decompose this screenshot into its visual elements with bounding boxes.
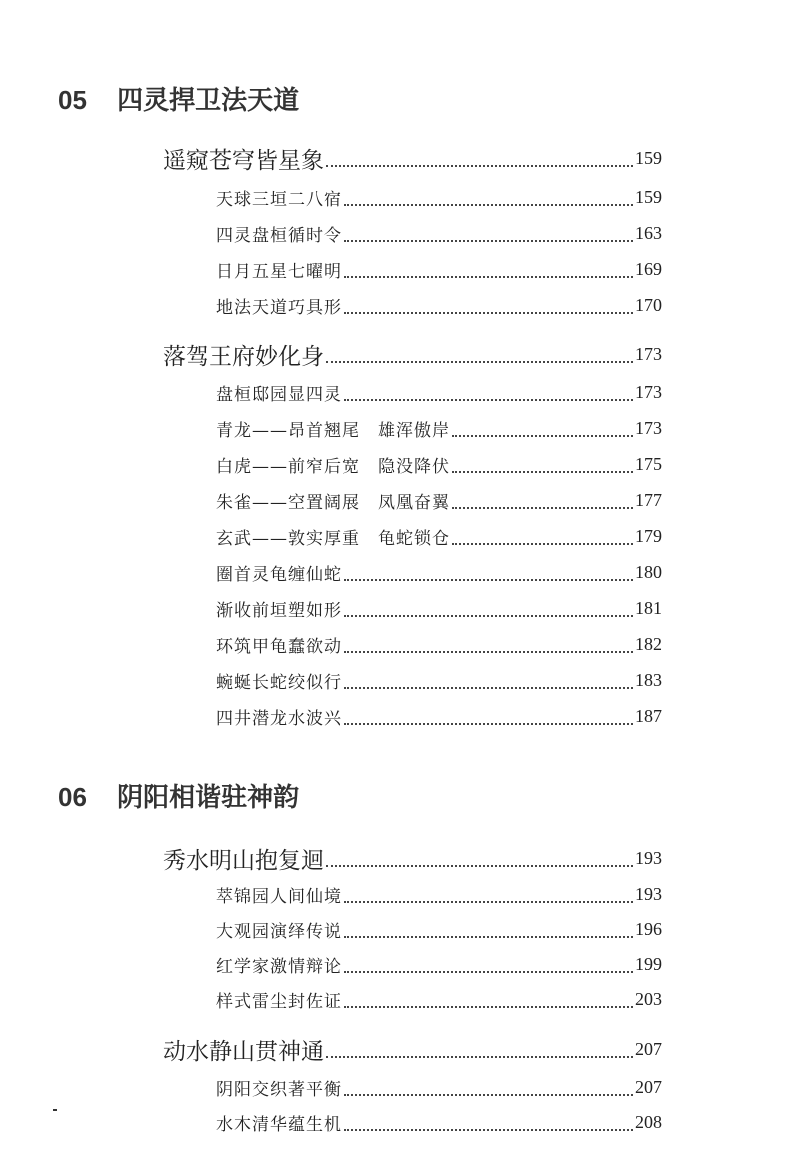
dot-leader [452, 543, 633, 545]
toc-entry[interactable] [0, 482, 808, 518]
toc-entry-title: 样式雷尘封佐证 [216, 991, 342, 1012]
toc-page-number: 170 [635, 294, 662, 315]
toc-entry-title: 朱雀——空置阔展 凤凰奋翼 [216, 492, 450, 513]
dot-leader [326, 165, 633, 167]
toc-page-number: 175 [635, 453, 662, 474]
toc-entry[interactable] [0, 410, 808, 446]
toc-page-number: 193 [635, 883, 662, 904]
dot-leader [452, 471, 633, 473]
toc-entry[interactable] [0, 251, 808, 287]
toc-page-number: 203 [635, 988, 662, 1009]
toc-entry-title: 白虎——前窄后宽 隐没降伏 [216, 456, 450, 477]
toc-page-number: 169 [635, 258, 662, 279]
chapter-number: 05 [58, 85, 87, 115]
toc-page-number: 173 [635, 417, 662, 438]
toc-entry-title: 四灵盘桓循时令 [216, 225, 342, 246]
dot-leader [326, 361, 633, 363]
toc-entry-title: 大观园演绎传说 [216, 921, 342, 942]
chapter-title: 四灵捍卫法天道 [117, 86, 300, 116]
toc-section-title: 遥窥苍穹皆星象 [163, 147, 324, 174]
toc-entry-title: 玄武——敦实厚重 龟蛇锁仓 [216, 528, 450, 549]
toc-page-number: 207 [635, 1038, 662, 1059]
dot-leader [326, 1056, 633, 1058]
dot-leader [326, 865, 633, 867]
toc-section-entry[interactable] [0, 138, 808, 178]
toc-section-title: 秀水明山抱复迴 [163, 847, 324, 874]
dot-leader [344, 1006, 633, 1008]
dot-leader [344, 1129, 633, 1131]
toc-entry-title: 青龙——昂首翘尾 雄浑傲岸 [216, 420, 450, 441]
dot-leader [344, 723, 633, 725]
toc-entry[interactable] [0, 946, 808, 982]
dot-leader [344, 276, 633, 278]
toc-page-number: 159 [635, 147, 662, 168]
chapter-heading-05 [58, 80, 299, 117]
toc-page-number: 187 [635, 705, 662, 726]
dot-leader [344, 579, 633, 581]
dot-leader [344, 651, 633, 653]
toc-entry-title: 水木清华蕴生机 [216, 1114, 342, 1135]
toc-entry[interactable] [0, 911, 808, 947]
dot-leader [344, 936, 633, 938]
toc-page-number: 196 [635, 918, 662, 939]
dot-leader [452, 435, 633, 437]
toc-entry[interactable] [0, 374, 808, 410]
toc-entry-title: 地法天道巧具形 [216, 297, 342, 318]
dot-leader [452, 507, 633, 509]
toc-entry[interactable] [0, 215, 808, 251]
chapter-heading-06 [58, 777, 299, 814]
toc-page-number: 173 [635, 343, 662, 364]
toc-entry-title: 渐收前垣塑如形 [216, 600, 342, 621]
toc-page-number: 181 [635, 597, 662, 618]
toc-entry[interactable] [0, 287, 808, 323]
toc-entry[interactable] [0, 626, 808, 662]
toc-entry[interactable] [0, 981, 808, 1017]
dot-leader [344, 971, 633, 973]
toc-section-title: 落驾王府妙化身 [163, 343, 324, 370]
dot-leader [344, 615, 633, 617]
chapter-title: 阴阳相谐驻神韵 [117, 783, 300, 813]
toc-entry[interactable] [0, 554, 808, 590]
scan-mark [53, 1109, 57, 1111]
toc-entry-title: 环筑甲龟蠢欲动 [216, 636, 342, 657]
toc-entry[interactable] [0, 698, 808, 734]
toc-page-number: 183 [635, 669, 662, 690]
toc-page-number: 208 [635, 1111, 662, 1132]
toc-entry-title: 日月五星七曜明 [216, 261, 342, 282]
toc-section-entry[interactable] [0, 1029, 808, 1069]
toc-page-number: 173 [635, 381, 662, 402]
toc-page-number: 180 [635, 561, 662, 582]
toc-page-number: 207 [635, 1076, 662, 1097]
dot-leader [344, 312, 633, 314]
dot-leader [344, 204, 633, 206]
toc-entry[interactable] [0, 590, 808, 626]
toc-page-number: 193 [635, 847, 662, 868]
toc-page-number: 179 [635, 525, 662, 546]
toc-entry[interactable] [0, 518, 808, 554]
dot-leader [344, 1094, 633, 1096]
toc-entry-title: 天球三垣二八宿 [216, 189, 342, 210]
dot-leader [344, 240, 633, 242]
toc-page-number: 159 [635, 186, 662, 207]
toc-page-number: 163 [635, 222, 662, 243]
toc-entry[interactable] [0, 446, 808, 482]
toc-entry-title: 盘桓邸园显四灵 [216, 384, 342, 405]
toc-entry-title: 阴阳交织著平衡 [216, 1079, 342, 1100]
toc-section-entry[interactable] [0, 334, 808, 374]
toc-entry[interactable] [0, 1069, 808, 1105]
toc-entry[interactable] [0, 876, 808, 912]
toc-entry-title: 萃锦园人间仙境 [216, 886, 342, 907]
toc-section-entry[interactable] [0, 838, 808, 878]
toc-page-number: 199 [635, 953, 662, 974]
toc-entry[interactable] [0, 179, 808, 215]
toc-section-title: 动水静山贯神通 [163, 1038, 324, 1065]
toc-entry-title: 四井潜龙水波兴 [216, 708, 342, 729]
toc-entry-title: 蜿蜒长蛇绞似行 [216, 672, 342, 693]
chapter-number: 06 [58, 782, 87, 812]
toc-entry[interactable] [0, 662, 808, 698]
toc-page-number: 182 [635, 633, 662, 654]
toc-entry-title: 红学家激情辩论 [216, 956, 342, 977]
toc-page-number: 177 [635, 489, 662, 510]
toc-entry[interactable] [0, 1104, 808, 1140]
dot-leader [344, 687, 633, 689]
toc-entry-title: 圈首灵龟缠仙蛇 [216, 564, 342, 585]
dot-leader [344, 399, 633, 401]
dot-leader [344, 901, 633, 903]
